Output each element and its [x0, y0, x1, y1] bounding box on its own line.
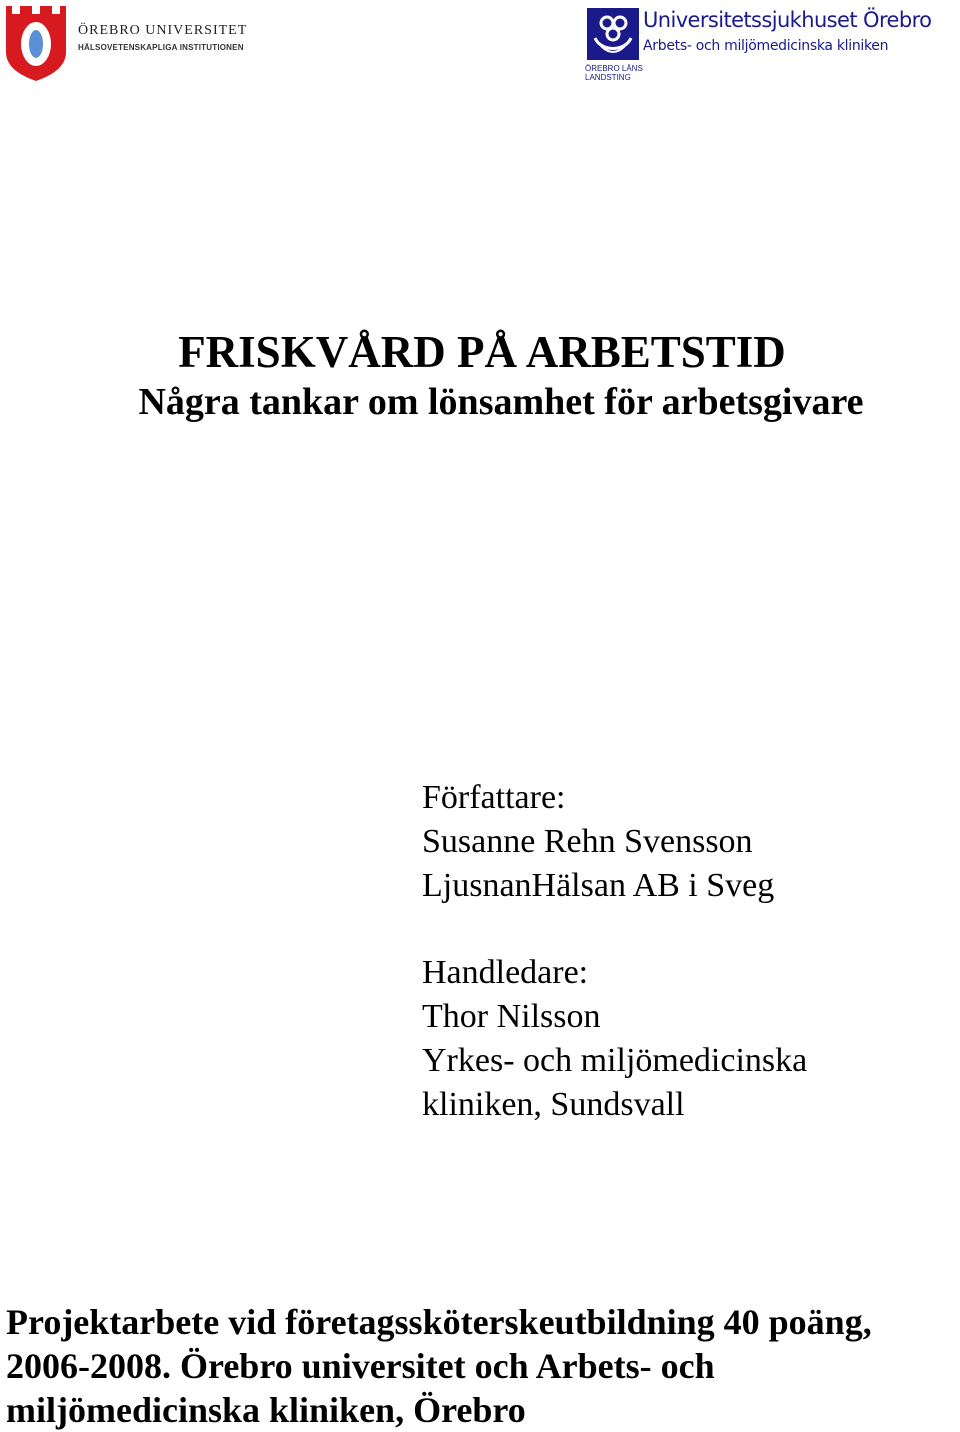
- university-shield-icon: [4, 4, 68, 82]
- county-council-name: ÖREBRO LÄNS LANDSTING: [585, 64, 643, 82]
- author-name: Susanne Rehn Svensson: [422, 823, 753, 860]
- document-subtitle: Några tankar om lönsamhet för arbetsgivare: [138, 381, 864, 423]
- project-line-3: miljömedicinska kliniken, Örebro: [6, 1390, 526, 1430]
- author-affiliation: LjusnanHälsan AB i Sveg: [422, 867, 775, 904]
- county-council-emblem-icon: [587, 8, 639, 60]
- spacer: [422, 908, 942, 951]
- author-supervisor-block: [422, 776, 942, 1127]
- author-label: Författare:: [422, 779, 566, 816]
- supervisor-affiliation-line-1: Yrkes- och miljömedicinska: [422, 1042, 808, 1079]
- orebro-university-logo: [4, 4, 248, 84]
- supervisor-label: Handledare:: [422, 954, 589, 991]
- title-block: [0, 326, 960, 426]
- department-name: HÄLSOVETENSKAPLIGA INSTITUTIONEN: [78, 43, 244, 52]
- project-description: [6, 1300, 956, 1432]
- university-hospital-logo: [585, 6, 957, 86]
- project-line-2: 2006-2008. Örebro universitet och Arbets- och: [6, 1346, 715, 1386]
- university-name: ÖREBRO UNIVERSITET: [78, 23, 248, 38]
- clinic-name: Arbets- och miljömedicinska kliniken: [643, 38, 889, 54]
- hospital-name: Universitetssjukhuset Örebro: [643, 8, 932, 32]
- document-title: FRISKVÅRD PÅ ARBETSTID: [178, 327, 786, 377]
- supervisor-affiliation-line-2: kliniken, Sundsvall: [422, 1086, 685, 1123]
- supervisor-name: Thor Nilsson: [422, 998, 601, 1035]
- project-line-1: Projektarbete vid företagssköterskeutbildning 40 poäng,: [6, 1302, 872, 1342]
